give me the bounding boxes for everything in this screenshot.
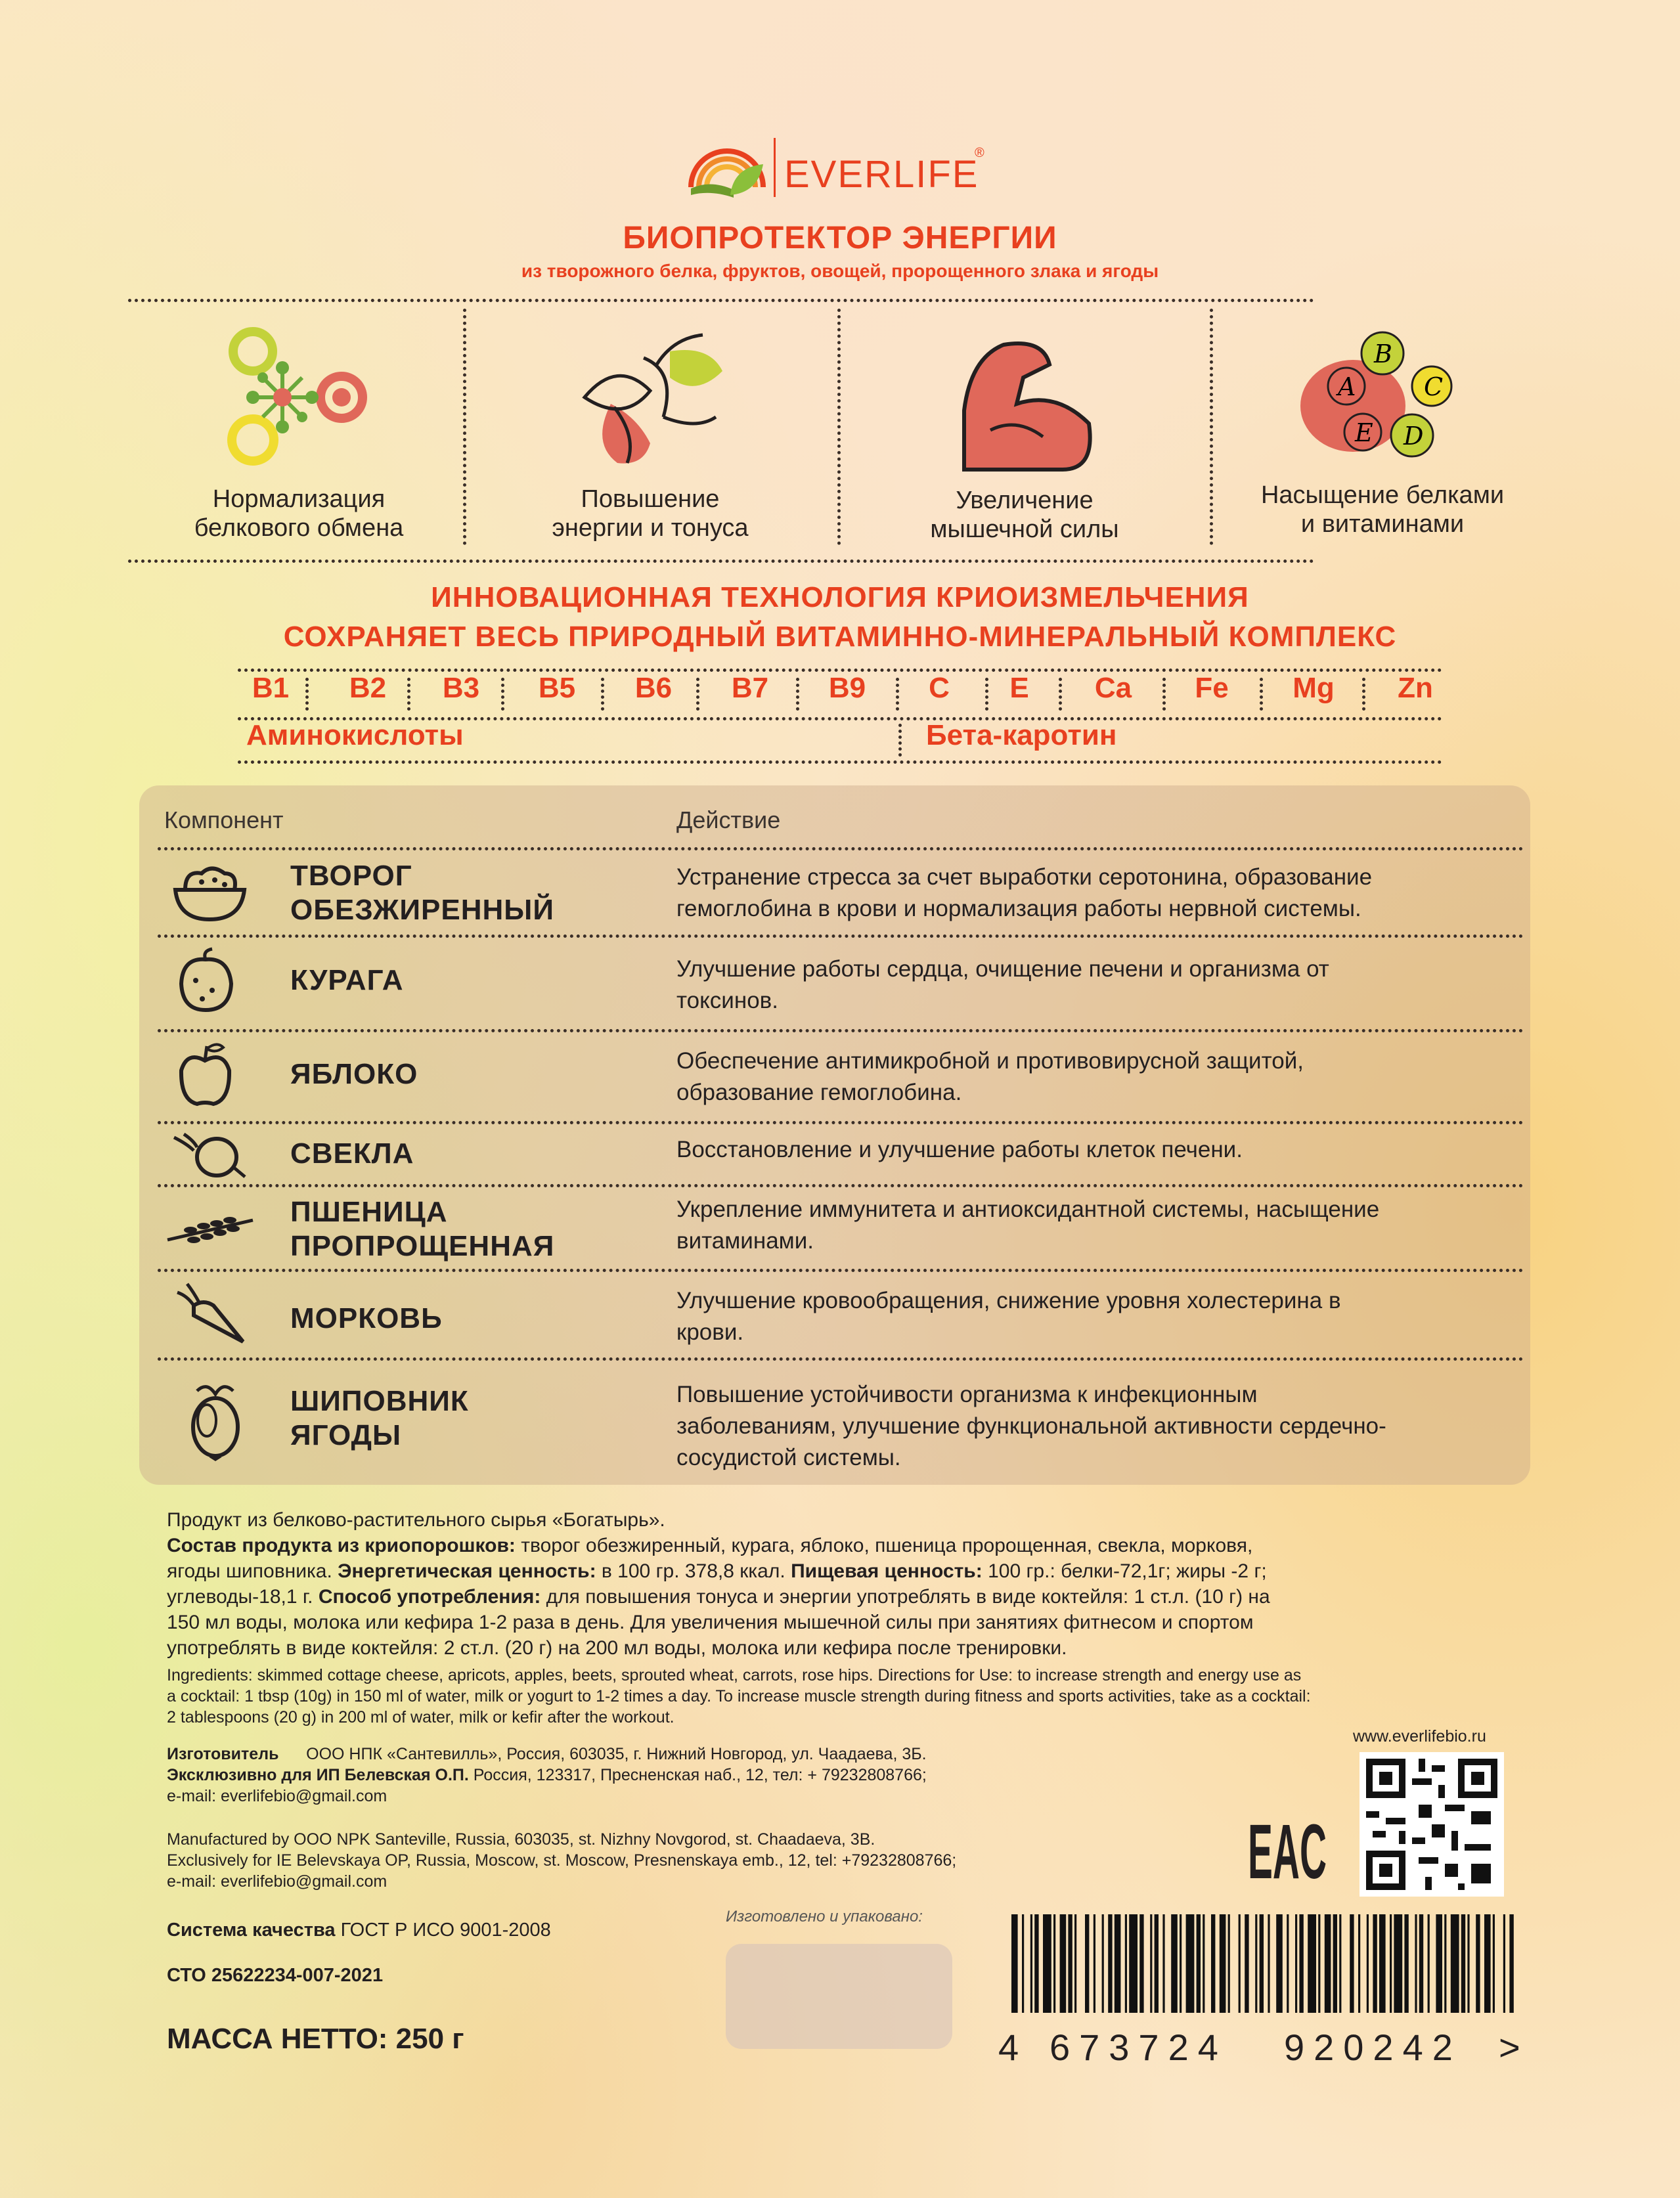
technology-line-1: ИННОВАЦИОННАЯ ТЕХНОЛОГИЯ КРИОИЗМЕЛЬЧЕНИЯ <box>431 581 1249 613</box>
barcode-bar <box>1171 1914 1178 2013</box>
divider <box>238 760 1442 764</box>
barcode-bar <box>1150 1914 1152 2013</box>
everlife-logo-icon <box>684 135 770 200</box>
divider <box>1210 309 1213 545</box>
barcode-bar <box>1022 1914 1024 2013</box>
beet-icon <box>167 1131 246 1180</box>
barcode-bar <box>1203 1914 1205 2013</box>
barcode-bar <box>1268 1914 1270 2013</box>
component-action: Укрепление иммунитета и антиоксидантной системы, насыщение витаминами. <box>676 1197 1380 1254</box>
barcode-bar <box>1186 1914 1195 2013</box>
english-info: Ingredients: skimmed cottage cheese, apricots, apples, beets, sprouted wheat, carrots, rose hips. Directions for Use: to increase strength and energy use as a cocktail: 1 tbsp (10g) in 150 ml of water, milk or yogurt to 1-2 times a day. To increase muscle strength during fitness and sports activities, take as a cocktail: 2 tablespoons (20 g) in 200 ml of water, milk or kefir after the workout. <box>167 1666 1311 1726</box>
divider <box>305 678 309 711</box>
cottage-cheese-icon <box>172 864 248 923</box>
barcode-bar <box>1030 1914 1032 2013</box>
component-name: ТВОРОГ ОБЕЗЖИРЕННЫЙ <box>290 860 555 926</box>
barcode-bar <box>1419 1914 1423 2013</box>
mineral-mg: Mg <box>1293 672 1335 704</box>
barcode-bar <box>1318 1914 1320 2013</box>
barcode-bar <box>1115 1914 1121 2013</box>
divider <box>158 1029 1524 1032</box>
barcode-bar <box>1068 1914 1072 2013</box>
divider <box>128 560 1314 563</box>
barcode-bar <box>1295 1914 1297 2013</box>
barcode-bar <box>1394 1914 1402 2013</box>
technology-line-2: СОХРАНЯЕТ ВЕСЬ ПРИРОДНЫЙ ВИТАМИННО-МИНЕРАЛЬНЫЙ КОМПЛЕКС <box>283 621 1397 653</box>
extra-amino-acids: Аминокислоты <box>246 719 464 751</box>
barcode-bar <box>1299 1914 1303 2013</box>
divider <box>158 1184 1524 1187</box>
barcode-bar <box>1444 1914 1446 2013</box>
barcode-bar <box>1034 1914 1038 2013</box>
barcode-bar <box>1373 1914 1377 2013</box>
manufacturer-info: Изготовитель ООО НПК «Сантевилль», Россия, 603035, г. Нижний Новгород, ул. Чаадаева, 3Б. Эксклюзивно для ИП Белевская О.П. Россия, 123317, Пресненская наб., 12, тел: + 79232808766; e-mail: everlifebio@gmail.com Manufactured by OOO NPK Santeville, Russia, 603035, st. Nizhny Novgorod, st. Chaadaeva, 3B. Exclusively for IE Belevskaya OP, Russia, Moscow, st. Moscow, Presnenskaya emb., 12, tel: +79232808766; e-mail: everlifebio@gmail.com <box>167 1745 957 1891</box>
component-name: ЯБЛОКО <box>290 1058 418 1090</box>
divider <box>1260 678 1263 711</box>
component-action: Улучшение работы сердца, очищение печени и организма от токсинов. <box>676 956 1329 1013</box>
column-header-action: Действие <box>676 806 781 833</box>
feature-label-protein: Нормализация белкового обмена <box>194 485 404 542</box>
barcode-bar <box>1379 1914 1386 2013</box>
divider <box>601 678 604 711</box>
eac-mark-icon <box>1248 1809 1327 1895</box>
divider <box>896 678 899 711</box>
barcode-bar <box>1060 1914 1067 2013</box>
quality-system: Система качества ГОСТ Р ИСО 9001-2008 <box>167 1920 551 1941</box>
mineral-fe: Fe <box>1195 672 1229 704</box>
vitamin-e: E <box>1009 672 1029 704</box>
barcode-bar <box>1085 1914 1089 2013</box>
barcode-bar <box>1162 1914 1164 2013</box>
carrot-icon <box>174 1283 246 1345</box>
barcode-bar <box>1467 1914 1469 2013</box>
divider <box>837 309 841 545</box>
barcode-bar <box>1325 1914 1331 2013</box>
barcode-bar <box>1350 1914 1354 2013</box>
mineral-zn: Zn <box>1398 672 1433 704</box>
barcode-bar <box>1108 1914 1112 2013</box>
plant-icon <box>565 332 736 470</box>
divider <box>463 309 466 545</box>
barcode-bar <box>1211 1914 1215 2013</box>
component-name: СВЕКЛА <box>290 1137 414 1170</box>
logo-divider <box>774 138 776 197</box>
barcode-bar <box>1339 1914 1341 2013</box>
barcode-bar <box>1139 1914 1143 2013</box>
vitamin-b3: B3 <box>442 672 480 704</box>
barcode-bar <box>1053 1914 1055 2013</box>
barcode-bar <box>1102 1914 1104 2013</box>
packed-label: Изготовлено и упаковано: <box>726 1908 923 1925</box>
component-action: Обеспечение антимикробной и противовирусной защитой, образование гемоглобина. <box>676 1048 1304 1105</box>
qr-code <box>1359 1752 1504 1897</box>
component-action: Устранение стресса за счет выработки серотонина, образование гемоглобина в крови и нормализация работы нервной системы. <box>676 864 1373 921</box>
barcode-bar <box>1390 1914 1392 2013</box>
vitamin-b2: B2 <box>349 672 387 704</box>
net-weight: МАССА НЕТТО: 250 г <box>167 2023 464 2055</box>
sto-number: СТО 25622234-007-2021 <box>167 1965 384 1986</box>
barcode-bar <box>1129 1914 1138 2013</box>
extra-beta-carotene: Бета-каротин <box>926 719 1117 751</box>
barcode-bar <box>1180 1914 1182 2013</box>
barcode-bar <box>1476 1914 1480 2013</box>
divider <box>158 1357 1524 1361</box>
vitamin-c: C <box>929 672 950 704</box>
svg-text:D: D <box>1404 422 1424 451</box>
barcode-bar <box>1493 1914 1495 2013</box>
svg-text:A: A <box>1338 372 1356 401</box>
feature-label-vitamins: Насыщение белками и витаминами <box>1260 481 1505 538</box>
website-url[interactable]: www.everlifebio.ru <box>1353 1727 1486 1746</box>
barcode <box>1011 1914 1511 2013</box>
divider <box>158 847 1524 850</box>
divider <box>158 1269 1524 1272</box>
component-name: ШИПОВНИК ЯГОДЫ <box>290 1385 469 1451</box>
page-subtitle: из творожного белка, фруктов, овощей, пророщенного злака и ягоды <box>521 261 1159 281</box>
vitamin-b1: B1 <box>252 672 290 704</box>
vitamin-b9: B9 <box>828 672 866 704</box>
apple-icon <box>177 1041 233 1107</box>
barcode-bar <box>1404 1914 1408 2013</box>
product-info: Продукт из белково-растительного сырья «Богатырь». Состав продукта из криопорошков: творог обезжиренный, курага, яблоко, пшеница пророщенная, свекла, морковя, ягоды шиповника. Энергетическая ценность: в 100 гр. 378,8 ккал. Пищевая ценность: 100 гр.: белки-72,1г; жиры -2 г; углеводы-18,1 г. Способ употребления: для повышения тонуса и энергии употреблять в виде коктейля: 1 ст.л. (10 г) на 150 мл воды, молока или кефира 1-2 раза в день. Для увеличения мышечной силы при занятиях фитнесом и спортом употреблять в виде коктейля: 2 ст.л. (20 г) на 200 мл воды, молока или кефира после тренировки. <box>167 1509 1270 1659</box>
barcode-bar <box>1503 1914 1505 2013</box>
column-header-component: Компонент <box>164 806 284 833</box>
barcode-bar <box>1428 1914 1430 2013</box>
component-name: МОРКОВЬ <box>290 1302 443 1334</box>
vitamin-b7: B7 <box>731 672 769 704</box>
component-action: Восстановление и улучшение работы клеток печени. <box>676 1137 1243 1162</box>
feature-label-energy: Повышение энергии и тонуса <box>552 485 749 542</box>
barcode-first-digit: 4 <box>998 2027 1022 2068</box>
divider <box>158 1121 1524 1124</box>
page-title: БИОПРОТЕКТОР ЭНЕРГИИ <box>623 221 1057 255</box>
barcode-group-2: 920242 <box>1284 2027 1462 2068</box>
registered-mark: ® <box>975 146 984 160</box>
barcode-bar <box>1239 1914 1241 2013</box>
barcode-bar <box>1484 1914 1491 2013</box>
apricot-icon <box>176 948 235 1013</box>
rosehip-icon <box>184 1378 246 1460</box>
barcode-bar <box>1220 1914 1226 2013</box>
barcode-bar <box>1333 1914 1337 2013</box>
barcode-bar <box>1509 1914 1513 2013</box>
barcode-bar <box>1094 1914 1095 2013</box>
component-name: КУРАГА <box>290 964 404 996</box>
divider <box>1362 678 1365 711</box>
barcode-bar <box>1245 1914 1249 2013</box>
divider <box>1162 678 1166 711</box>
barcode-bar <box>1043 1914 1051 2013</box>
component-name: ПШЕНИЦА ПРОПРОЩЕННАЯ <box>290 1196 555 1262</box>
barcode-bar <box>1276 1914 1283 2013</box>
svg-text:B: B <box>1374 340 1392 368</box>
barcode-bar <box>1451 1914 1459 2013</box>
divider <box>696 678 699 711</box>
divider <box>158 934 1524 938</box>
feature-label-muscle: Увеличение мышечной силы <box>930 487 1119 543</box>
barcode-bar <box>1436 1914 1442 2013</box>
molecule-icon <box>213 325 381 470</box>
barcode-bar <box>1367 1914 1369 2013</box>
bicep-icon <box>951 332 1102 476</box>
component-action: Повышение устойчивости организма к инфекционным заболеваниям, улучшение функциональной активности сердечно- сосудистой системы. <box>676 1382 1386 1470</box>
barcode-bar <box>1308 1914 1316 2013</box>
barcode-bar <box>1125 1914 1127 2013</box>
barcode-bar <box>1197 1914 1201 2013</box>
barcode-bar <box>1228 1914 1230 2013</box>
vitamin-b5: B5 <box>538 672 576 704</box>
barcode-bar <box>1461 1914 1465 2013</box>
barcode-bar <box>1287 1914 1289 2013</box>
barcode-bar <box>1260 1914 1264 2013</box>
divider <box>985 678 988 711</box>
barcode-bar <box>1255 1914 1257 2013</box>
svg-text:EAC: EAC <box>1248 1809 1327 1895</box>
barcode-group-1: 673724 <box>1050 2027 1227 2068</box>
barcode-bar <box>1358 1914 1360 2013</box>
divider <box>898 724 902 757</box>
brand-name: EVERLIFE <box>784 153 979 196</box>
wheat-icon <box>164 1210 256 1246</box>
divider <box>407 678 410 711</box>
component-action: Улучшение кровообращения, снижение уровня холестерина в крови. <box>676 1288 1341 1345</box>
barcode-bar <box>1155 1914 1159 2013</box>
barcode-bar <box>1074 1914 1076 2013</box>
divider <box>1059 678 1062 711</box>
divider <box>796 678 799 711</box>
svg-text:C: C <box>1424 372 1444 401</box>
mineral-ca: Ca <box>1094 672 1132 704</box>
barcode-bar <box>1011 1914 1018 2013</box>
pack-date-box <box>726 1944 952 2049</box>
divider <box>128 299 1314 302</box>
barcode-arrow: > <box>1499 2027 1520 2068</box>
barcode-bar <box>1415 1914 1417 2013</box>
svg-text:E: E <box>1355 418 1373 447</box>
vitamins-icon <box>1297 327 1461 472</box>
vitamin-b6: B6 <box>634 672 673 704</box>
divider <box>501 678 504 711</box>
